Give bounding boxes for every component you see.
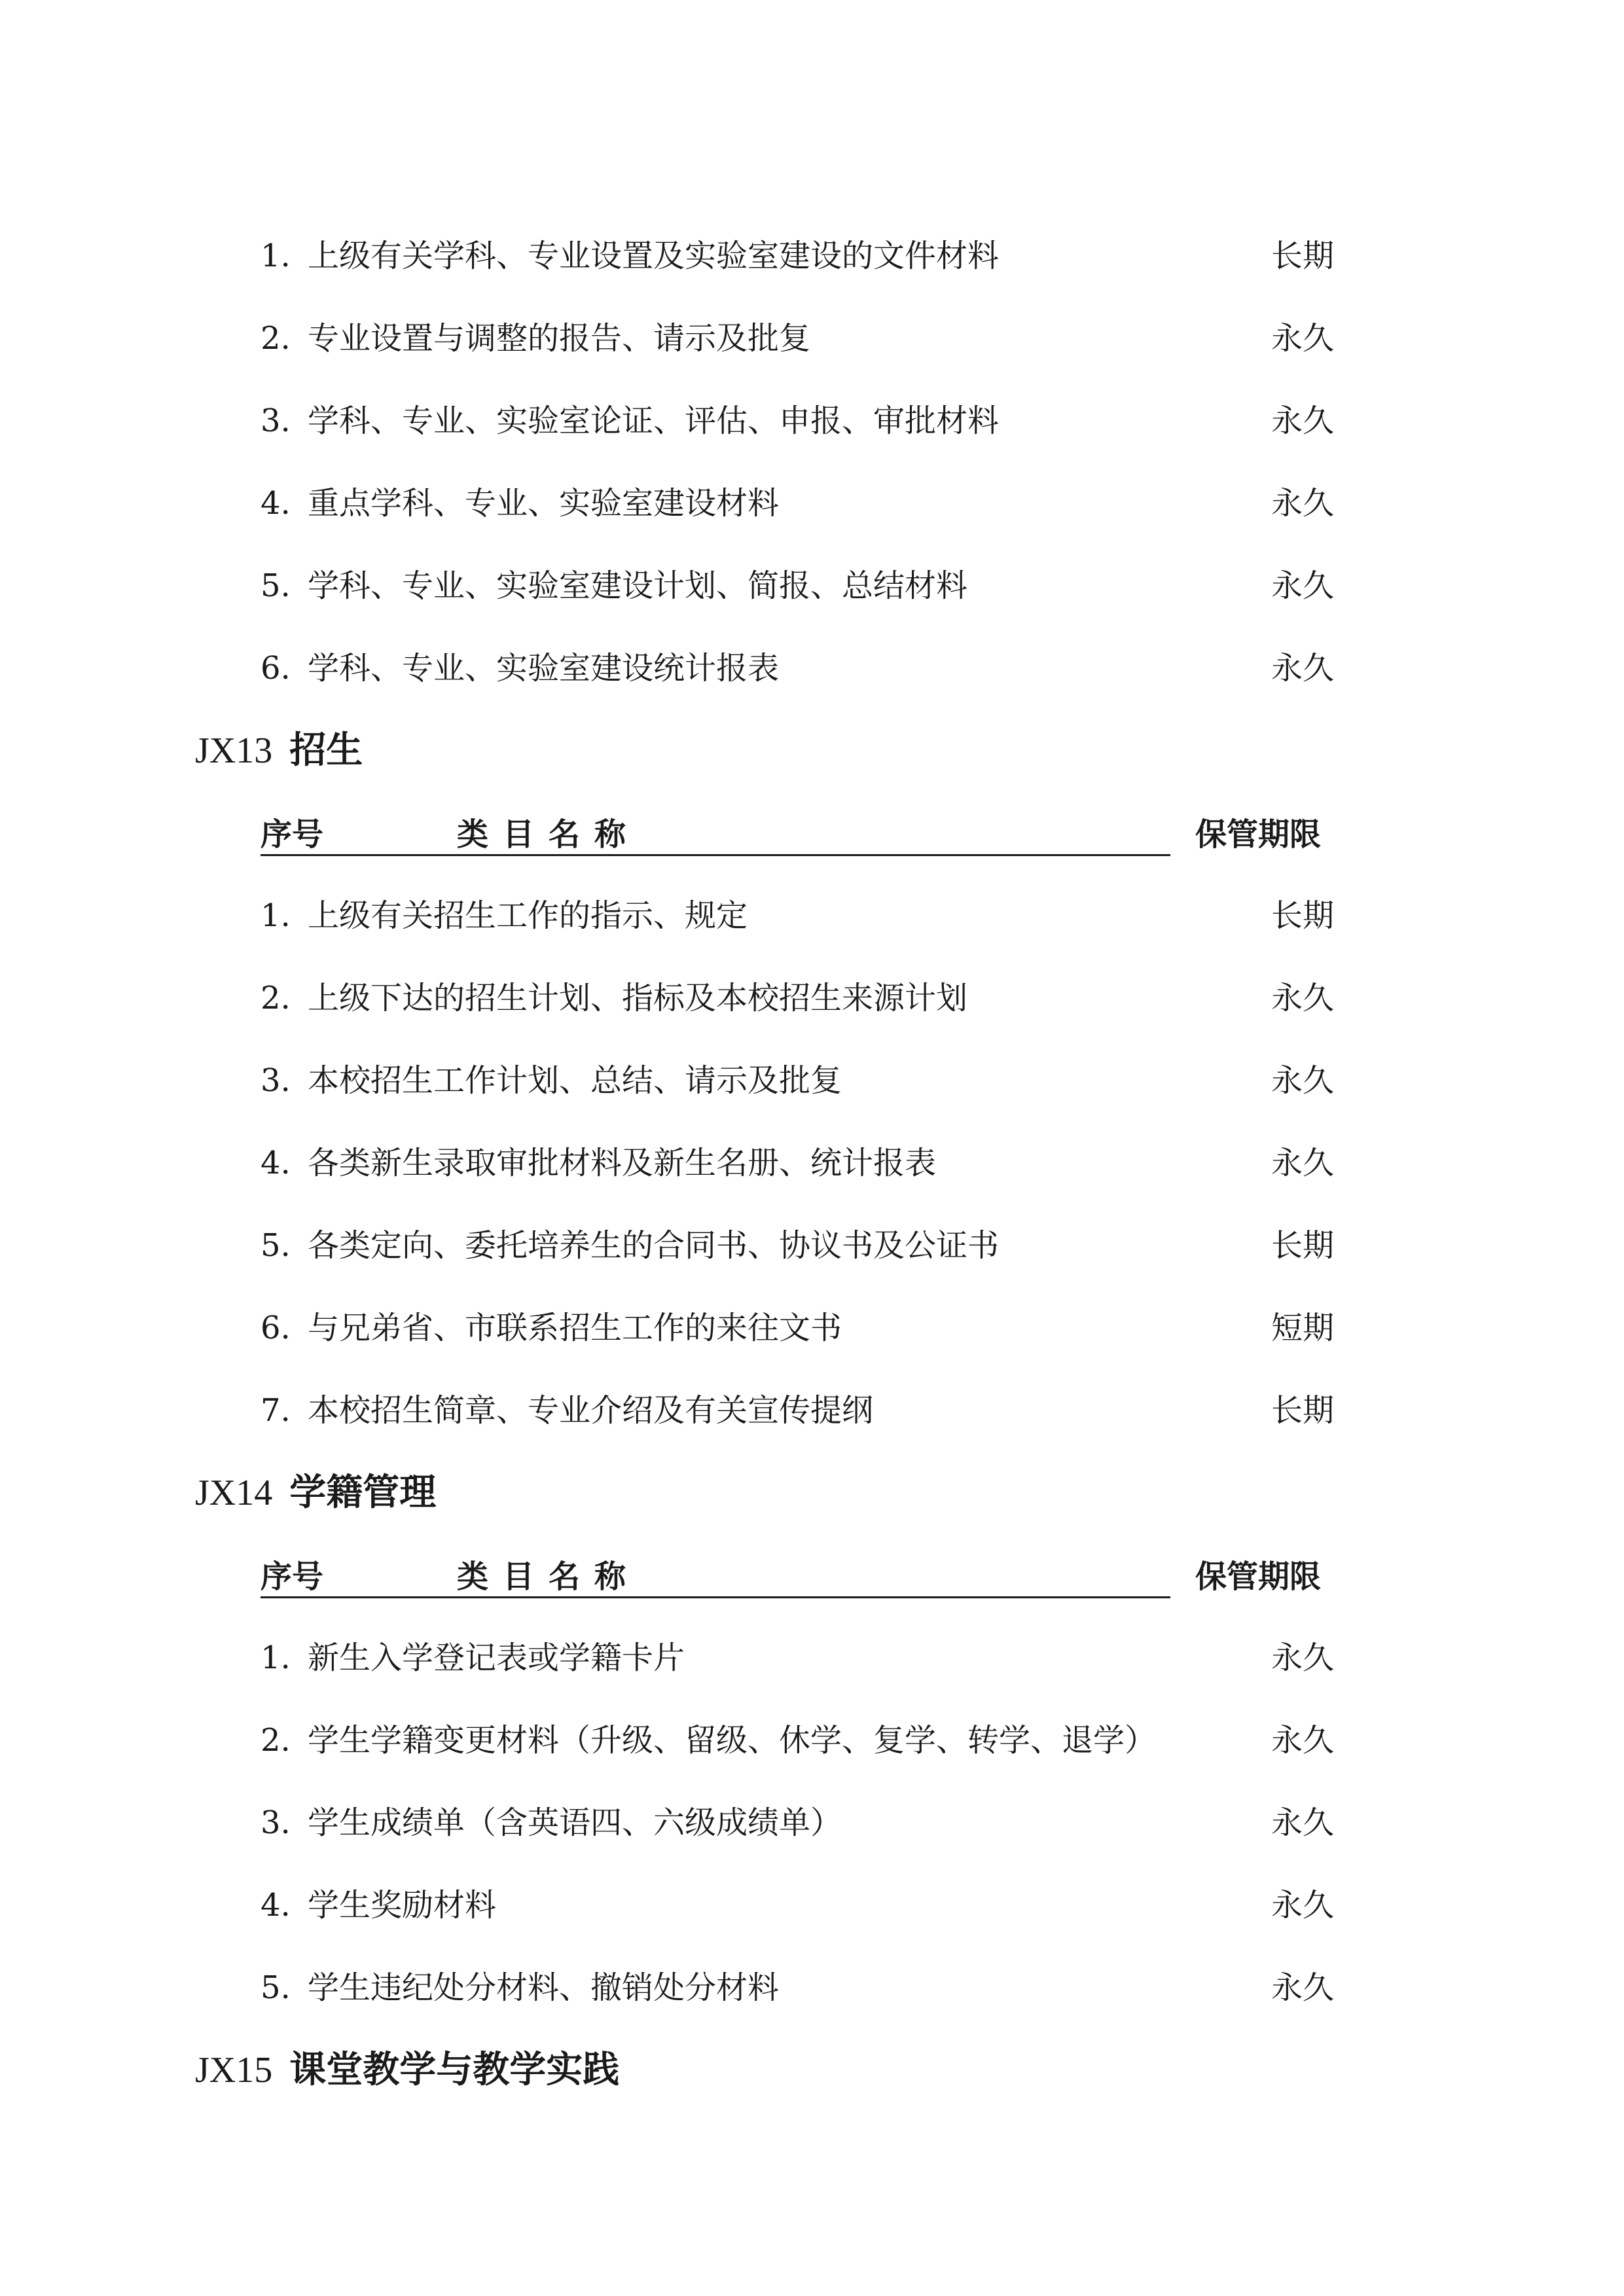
item-text: 学生学籍变更材料（升级、留级、休学、复学、转学、退学） <box>308 1722 1157 1759</box>
section-code: JX13 <box>195 730 273 771</box>
list-item <box>261 1717 1334 1763</box>
list-item <box>261 893 1334 939</box>
item-retention: 永久 <box>1271 403 1334 439</box>
column-header-retention: 保管期限 <box>1195 816 1321 853</box>
item-text: 专业设置与调整的报告、请示及批复 <box>308 320 811 357</box>
item-retention: 永久 <box>1271 1640 1334 1676</box>
item-number: 6. <box>261 1310 291 1346</box>
item-text: 各类新生录取审批材料及新生名册、统计报表 <box>308 1145 937 1181</box>
item-text: 本校招生工作计划、总结、请示及批复 <box>308 1062 842 1099</box>
item-retention: 永久 <box>1271 1722 1334 1759</box>
item-retention: 短期 <box>1271 1310 1334 1346</box>
item-text: 重点学科、专业、实验室建设材料 <box>308 485 780 522</box>
section-code: JX14 <box>195 1473 273 1513</box>
item-retention: 永久 <box>1271 320 1334 357</box>
item-number: 4. <box>261 1887 291 1924</box>
item-retention: 永久 <box>1271 485 1334 522</box>
column-header-number: 序号 <box>261 816 324 853</box>
item-retention: 永久 <box>1271 1887 1334 1924</box>
item-text: 学科、专业、实验室建设计划、简报、总结材料 <box>308 567 968 604</box>
list-item <box>261 398 1334 444</box>
item-text: 与兄弟省、市联系招生工作的来往文书 <box>308 1310 842 1346</box>
item-retention: 永久 <box>1271 1969 1334 2006</box>
item-text: 学生违纪处分材料、撤销处分材料 <box>308 1969 780 2006</box>
item-text: 学生奖励材料 <box>308 1887 497 1924</box>
item-retention: 永久 <box>1271 1145 1334 1181</box>
list-item <box>261 315 1334 361</box>
item-number: 5. <box>261 1227 291 1264</box>
table-header <box>261 812 1321 857</box>
list-item <box>261 1305 1334 1351</box>
item-number: 1. <box>261 1640 291 1676</box>
item-number: 6. <box>261 650 291 687</box>
item-number: 4. <box>261 485 291 522</box>
item-text: 学科、专业、实验室论证、评估、申报、审批材料 <box>308 403 1000 439</box>
item-number: 3. <box>261 1804 291 1841</box>
item-number: 2. <box>261 1722 291 1759</box>
item-retention: 永久 <box>1271 567 1334 604</box>
item-text: 学科、专业、实验室建设统计报表 <box>308 650 780 687</box>
item-retention: 永久 <box>1271 650 1334 687</box>
item-number: 3. <box>261 1062 291 1099</box>
list-item <box>261 1058 1334 1103</box>
item-text: 上级有关学科、专业设置及实验室建设的文件材料 <box>308 238 1000 274</box>
list-item <box>261 1800 1334 1846</box>
column-header-number: 序号 <box>261 1558 324 1595</box>
table-header <box>261 1554 1321 1600</box>
list-item <box>261 1140 1334 1186</box>
item-retention: 永久 <box>1271 1062 1334 1099</box>
header-underline <box>261 854 1170 856</box>
list-item <box>261 1223 1334 1268</box>
column-header-retention: 保管期限 <box>1195 1558 1321 1595</box>
list-item <box>261 480 1334 526</box>
list-item <box>261 563 1334 609</box>
item-number: 1. <box>261 897 291 934</box>
item-number: 5. <box>261 1969 291 2006</box>
item-text: 上级有关招生工作的指示、规定 <box>308 897 748 934</box>
section-title: 学籍管理 <box>289 1471 437 1514</box>
item-text: 上级下达的招生计划、指标及本校招生来源计划 <box>308 980 968 1016</box>
section-title: 招生 <box>289 728 363 772</box>
list-item <box>261 1965 1334 2011</box>
column-header-name: 类目名称 <box>457 816 641 853</box>
list-item <box>261 1388 1334 1433</box>
item-number: 7. <box>261 1392 291 1429</box>
section-heading <box>195 2043 619 2096</box>
item-text: 学生成绩单（含英语四、六级成绩单） <box>308 1804 842 1841</box>
section-heading <box>195 724 363 776</box>
list-item <box>261 1635 1334 1681</box>
section-code: JX15 <box>195 2050 273 2090</box>
item-number: 5. <box>261 567 291 604</box>
list-item <box>261 645 1334 691</box>
item-text: 新生入学登记表或学籍卡片 <box>308 1640 685 1676</box>
section-title: 课堂教学与教学实践 <box>289 2048 620 2091</box>
item-retention: 长期 <box>1271 897 1334 934</box>
item-text: 本校招生简章、专业介绍及有关宣传提纲 <box>308 1392 874 1429</box>
item-number: 1. <box>261 238 291 274</box>
item-number: 2. <box>261 980 291 1016</box>
list-item <box>261 1882 1334 1928</box>
item-number: 2. <box>261 320 291 357</box>
list-item <box>261 233 1334 279</box>
item-retention: 永久 <box>1271 1804 1334 1841</box>
item-retention: 长期 <box>1271 1227 1334 1264</box>
item-retention: 长期 <box>1271 1392 1334 1429</box>
list-item <box>261 975 1334 1021</box>
item-retention: 永久 <box>1271 980 1334 1016</box>
item-text: 各类定向、委托培养生的合同书、协议书及公证书 <box>308 1227 1000 1264</box>
column-header-name: 类目名称 <box>457 1558 641 1595</box>
section-heading <box>195 1466 436 1518</box>
header-underline <box>261 1596 1170 1598</box>
item-retention: 长期 <box>1271 238 1334 274</box>
item-number: 3. <box>261 403 291 439</box>
item-number: 4. <box>261 1145 291 1181</box>
